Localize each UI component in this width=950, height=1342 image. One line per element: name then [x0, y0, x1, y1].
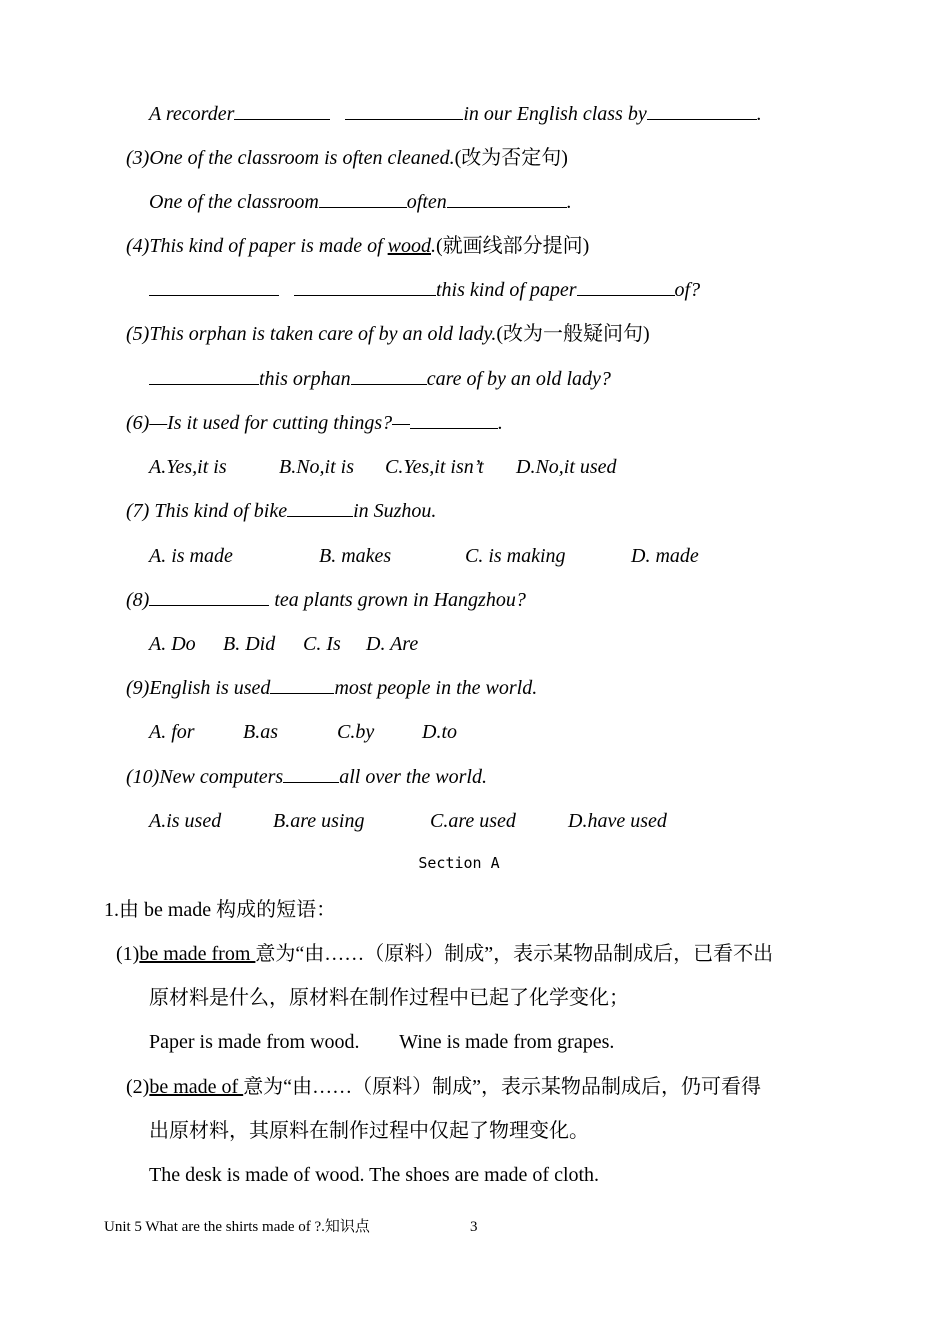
q5-sentence: (5)This orphan is taken care of by an old lady.: [126, 323, 497, 345]
q2-text-end: .: [756, 103, 762, 125]
option-a[interactable]: A. for: [149, 721, 195, 743]
answer-blank[interactable]: [149, 588, 269, 606]
option-d[interactable]: D.No,it used: [516, 456, 617, 478]
answer-blank[interactable]: [287, 499, 353, 517]
answer-blank[interactable]: [319, 190, 407, 208]
note-2-line-1: [126, 1074, 761, 1100]
q7-sentence: (7) This kind of bike: [126, 500, 288, 522]
note-1-line-1: [116, 941, 773, 967]
q5-prompt: [126, 321, 650, 347]
q3-sentence: (3)One of the classroom is often cleaned.: [126, 147, 455, 169]
q7-prompt: [126, 498, 436, 524]
q7-options: [149, 543, 699, 569]
answer-blank[interactable]: [270, 676, 334, 694]
q6-end: .: [497, 412, 503, 434]
q6-sentence: (6)—Is it used for cutting things?—: [126, 412, 410, 434]
q10-options: [149, 808, 667, 834]
q5-text-mid: this orphan: [259, 368, 351, 390]
option-a[interactable]: A.is used: [149, 810, 222, 832]
q9-sentence: (9)English is used: [126, 677, 271, 699]
option-c[interactable]: C. Is: [303, 633, 341, 655]
note-1-line-2: 原材料是什么，原材料在制作过程中已起了化学变化；: [149, 987, 629, 1009]
option-a[interactable]: A. Do: [149, 633, 196, 655]
answer-blank[interactable]: [351, 367, 427, 385]
footer-title: Unit 5 What are the shirts made of ?.知识点: [104, 1219, 370, 1235]
q3-text-end: .: [566, 191, 572, 213]
q3-prompt: [126, 145, 568, 171]
q10-end: all over the world.: [339, 766, 487, 788]
option-c[interactable]: C.Yes,it isn’t: [385, 456, 484, 478]
q4-prompt: [126, 233, 589, 259]
q4-sentence-pre: (4)This kind of paper is made of: [126, 235, 388, 257]
answer-blank[interactable]: [294, 278, 436, 296]
option-b[interactable]: B.No,it is: [279, 456, 355, 478]
option-c[interactable]: C.by: [337, 721, 375, 743]
q4-instruction: (就画线部分提问): [436, 235, 590, 257]
q4-text-mid: this kind of paper: [436, 279, 577, 301]
q4-text-end: of?: [674, 279, 701, 301]
q8-options: [149, 631, 418, 657]
q8-prompt: [126, 587, 526, 613]
option-c[interactable]: C.are used: [430, 810, 516, 832]
q9-options: [149, 719, 457, 745]
option-d[interactable]: D.have used: [568, 810, 667, 832]
q8-number: (8): [126, 589, 150, 611]
option-b[interactable]: B.as: [243, 721, 278, 743]
q7-end: in Suzhou.: [353, 500, 437, 522]
q3-text-mid: often: [406, 191, 447, 213]
q4-sentence-post: .: [431, 235, 436, 257]
q4-answer-line: [149, 277, 700, 303]
answer-blank[interactable]: [345, 102, 463, 120]
q2-text-mid: in our English class by: [463, 103, 647, 125]
option-c[interactable]: C. is making: [465, 545, 566, 567]
q2-answer-line: [149, 101, 762, 127]
option-d[interactable]: D.to: [422, 721, 457, 743]
answer-blank[interactable]: [149, 278, 279, 296]
note-2-line-2: 出原材料，其原料在制作过程中仅起了物理变化。: [149, 1120, 589, 1142]
q3-text-pre: One of the classroom: [149, 191, 319, 213]
option-b[interactable]: B.are using: [273, 810, 365, 832]
q6-options: [149, 454, 617, 480]
answer-blank[interactable]: [447, 190, 567, 208]
page-number: 3: [470, 1219, 478, 1235]
q9-end: most people in the world.: [334, 677, 538, 699]
option-b[interactable]: B. Did: [223, 633, 276, 655]
answer-blank[interactable]: [410, 411, 498, 429]
q5-text-end: care of by an old lady?: [426, 368, 611, 390]
q10-prompt: [126, 764, 487, 790]
q2-text-pre: A recorder: [149, 103, 235, 125]
option-b[interactable]: B. makes: [319, 545, 392, 567]
answer-blank[interactable]: [234, 102, 330, 120]
answer-blank[interactable]: [283, 765, 339, 783]
note-2-example: The desk is made of wood. The shoes are made of cloth.: [149, 1164, 600, 1186]
q6-prompt: [126, 410, 503, 436]
note-2-number: (2): [126, 1076, 150, 1098]
notes-heading: 1.由 be made 构成的短语：: [104, 899, 337, 921]
option-d[interactable]: D. Are: [366, 633, 419, 655]
q3-answer-line: [149, 189, 572, 215]
q8-end: tea plants grown in Hangzhou?: [269, 589, 526, 611]
option-a[interactable]: A. is made: [149, 545, 233, 567]
option-a[interactable]: A.Yes,it is: [149, 456, 227, 478]
q5-answer-line: [149, 366, 611, 392]
note-2-term: be made of: [149, 1076, 244, 1098]
q9-prompt: [126, 675, 537, 701]
answer-blank[interactable]: [647, 102, 757, 120]
option-d[interactable]: D. made: [631, 545, 699, 567]
q10-sentence: (10)New computers: [126, 766, 284, 788]
note-1-example: Paper is made from wood. Wine is made from grapes.: [149, 1031, 615, 1053]
note-2-text: 意为“由……（原料）制成”，表示某物品制成后，仍可看得: [243, 1076, 761, 1098]
note-1-term: be made from: [139, 943, 256, 965]
note-1-text: 意为“由……（原料）制成”，表示某物品制成后，已看不出: [255, 943, 774, 965]
q4-underlined-word: wood: [387, 235, 431, 257]
answer-blank[interactable]: [577, 278, 675, 296]
note-1-number: (1): [116, 943, 140, 965]
section-label: Section A: [418, 854, 500, 872]
q3-instruction: (改为否定句): [454, 147, 568, 169]
answer-blank[interactable]: [149, 367, 259, 385]
q5-instruction: (改为一般疑问句): [496, 323, 650, 345]
